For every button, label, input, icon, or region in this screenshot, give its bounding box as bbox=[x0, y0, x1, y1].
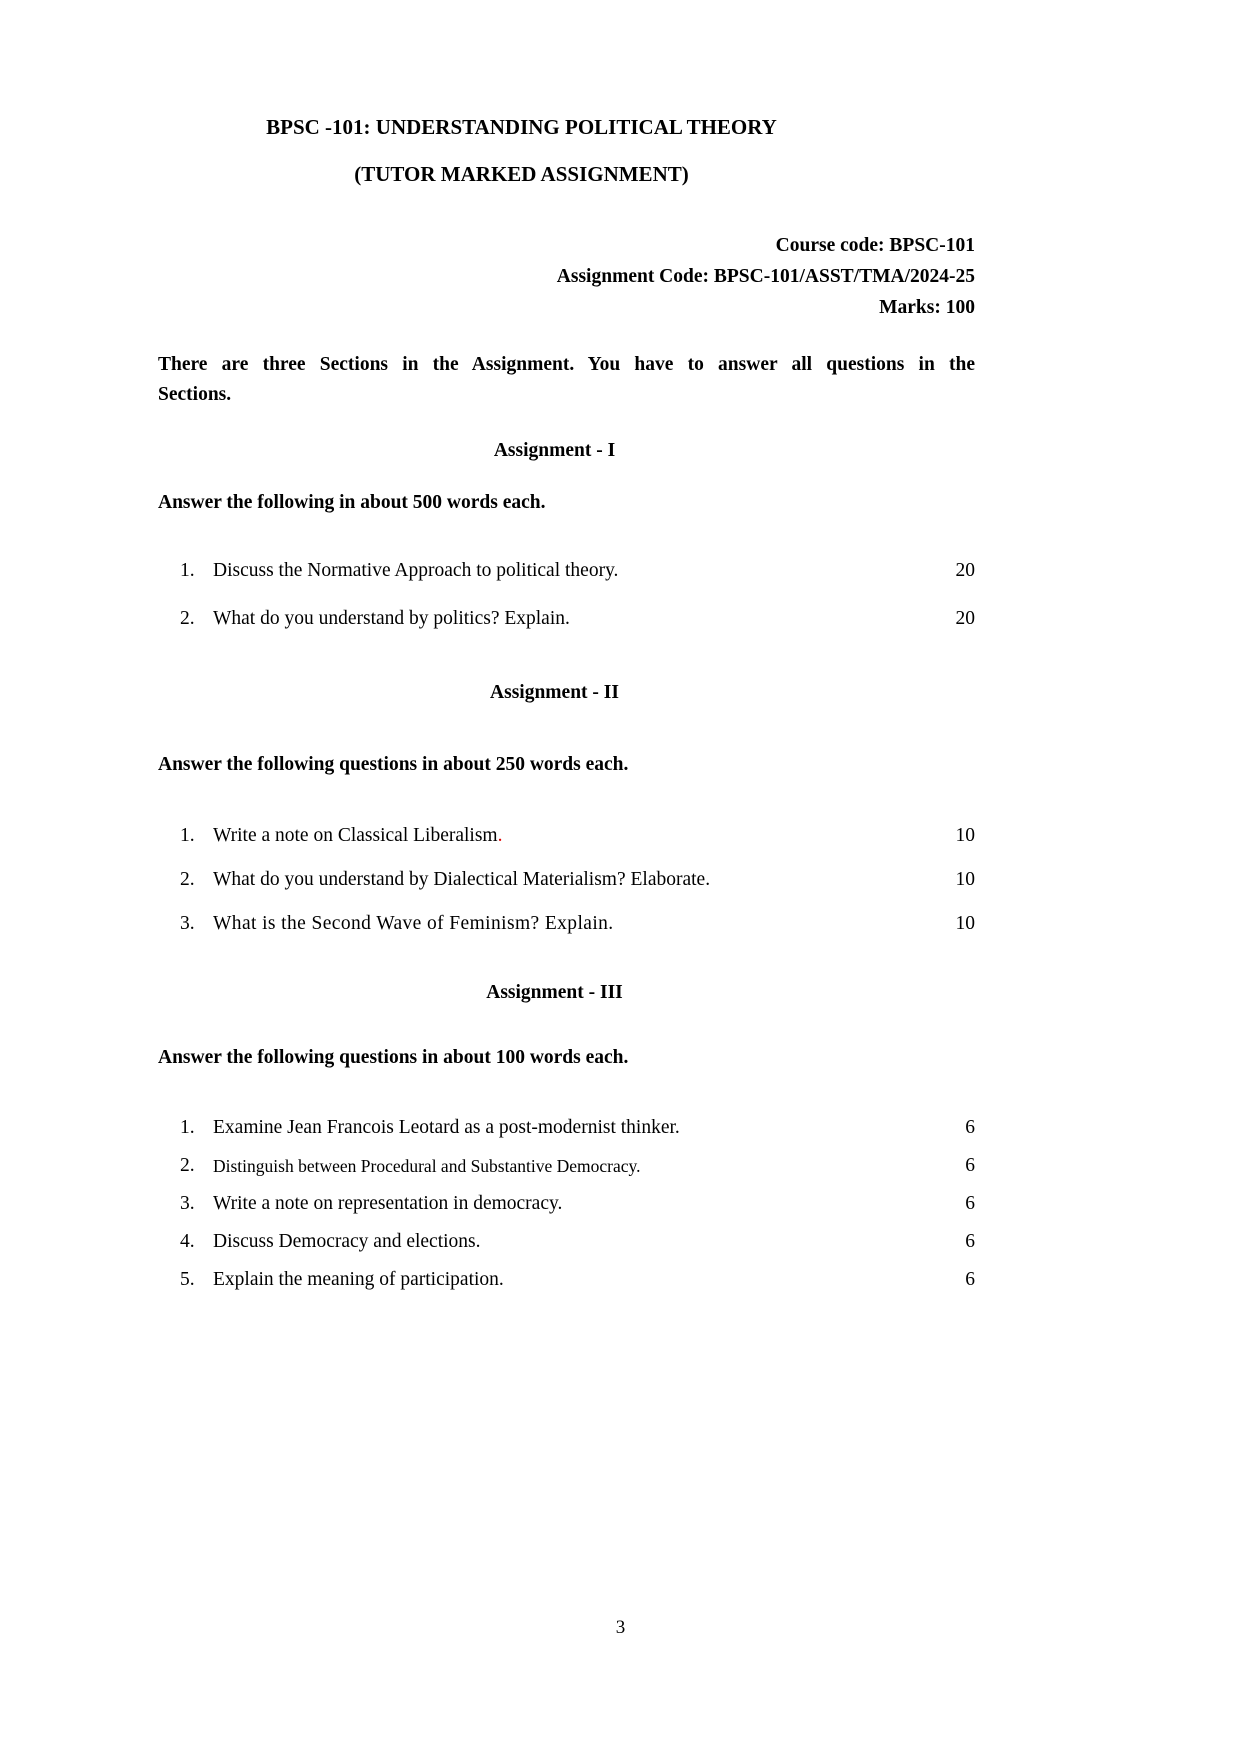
question-text: Write a note on representation in democracy. bbox=[213, 1193, 563, 1214]
question-text: Explain the meaning of participation. bbox=[213, 1269, 504, 1290]
question-number: 1. bbox=[180, 560, 195, 581]
question-text: Distinguish between Procedural and Substantive Democracy. bbox=[213, 1156, 641, 1176]
intro-paragraph bbox=[158, 350, 975, 410]
question-text: Examine Jean Francois Leotard as a post-modernist thinker. bbox=[213, 1117, 680, 1138]
intro-line-2: Sections. bbox=[158, 384, 232, 405]
sections bbox=[158, 437, 975, 1293]
question-marks: 6 bbox=[965, 1117, 975, 1138]
page-number: 3 bbox=[615, 1617, 626, 1638]
question-marks: 10 bbox=[955, 869, 975, 890]
question-row bbox=[158, 1191, 975, 1217]
question-list bbox=[158, 1115, 975, 1293]
question-row bbox=[158, 867, 975, 893]
question-marks: 20 bbox=[955, 560, 975, 581]
marks-line: Marks: 100 bbox=[879, 297, 975, 318]
question-text: Discuss Democracy and elections. bbox=[213, 1231, 481, 1252]
question-text: What do you understand by politics? Explain. bbox=[213, 608, 570, 629]
assignment-code-line: Assignment Code: BPSC-101/ASST/TMA/2024-25 bbox=[556, 266, 975, 287]
title-line-2: (TUTOR MARKED ASSIGNMENT) bbox=[354, 162, 689, 186]
course-code-line: Course code: BPSC-101 bbox=[775, 235, 975, 256]
question-list bbox=[158, 558, 975, 632]
intro-line-1: There are three Sections in the Assignment. You have to answer all questions in the bbox=[158, 354, 975, 375]
question-marks: 6 bbox=[965, 1269, 975, 1290]
question-row bbox=[158, 1153, 975, 1179]
section-instruction: Answer the following in about 500 words each. bbox=[158, 492, 546, 513]
question-number: 1. bbox=[180, 1117, 195, 1138]
question-row bbox=[158, 911, 975, 937]
question-row bbox=[158, 823, 975, 849]
question-text: What is the Second Wave of Feminism? Explain. bbox=[213, 913, 614, 934]
question-marks: 6 bbox=[965, 1193, 975, 1214]
question-number: 5. bbox=[180, 1269, 195, 1290]
question-number: 1. bbox=[180, 825, 195, 846]
question-text: Write a note on Classical Liberalism. bbox=[213, 825, 503, 846]
section-instruction: Answer the following questions in about 250 words each. bbox=[158, 754, 629, 775]
question-marks: 10 bbox=[955, 913, 975, 934]
red-period: . bbox=[497, 825, 503, 846]
question-list bbox=[158, 823, 975, 937]
assignment-section bbox=[158, 679, 975, 937]
section-instruction: Answer the following questions in about 100 words each. bbox=[158, 1047, 629, 1068]
assignment-section bbox=[158, 437, 975, 632]
question-text: What do you understand by Dialectical Materialism? Elaborate. bbox=[213, 869, 711, 890]
question-number: 2. bbox=[180, 869, 195, 890]
question-marks: 6 bbox=[965, 1231, 975, 1252]
title-line-1: BPSC -101: UNDERSTANDING POLITICAL THEORY bbox=[266, 115, 777, 139]
question-marks: 20 bbox=[955, 608, 975, 629]
question-number: 2. bbox=[180, 1155, 195, 1176]
question-number: 3. bbox=[180, 913, 195, 934]
section-heading: Assignment - III bbox=[486, 982, 623, 1003]
question-number: 3. bbox=[180, 1193, 195, 1214]
section-heading: Assignment - I bbox=[493, 440, 616, 461]
document-title bbox=[158, 114, 975, 188]
question-text: Discuss the Normative Approach to political theory. bbox=[213, 560, 619, 581]
question-row bbox=[158, 1229, 975, 1255]
assignment-section bbox=[158, 979, 975, 1293]
question-row bbox=[158, 1115, 975, 1141]
question-number: 2. bbox=[180, 608, 195, 629]
page-content bbox=[158, 0, 975, 1293]
question-marks: 6 bbox=[965, 1155, 975, 1176]
question-marks: 10 bbox=[955, 825, 975, 846]
question-row bbox=[158, 558, 975, 584]
section-heading: Assignment - II bbox=[490, 682, 619, 703]
question-row bbox=[158, 606, 975, 632]
meta-block bbox=[158, 230, 975, 323]
question-number: 4. bbox=[180, 1231, 195, 1252]
question-row bbox=[158, 1267, 975, 1293]
